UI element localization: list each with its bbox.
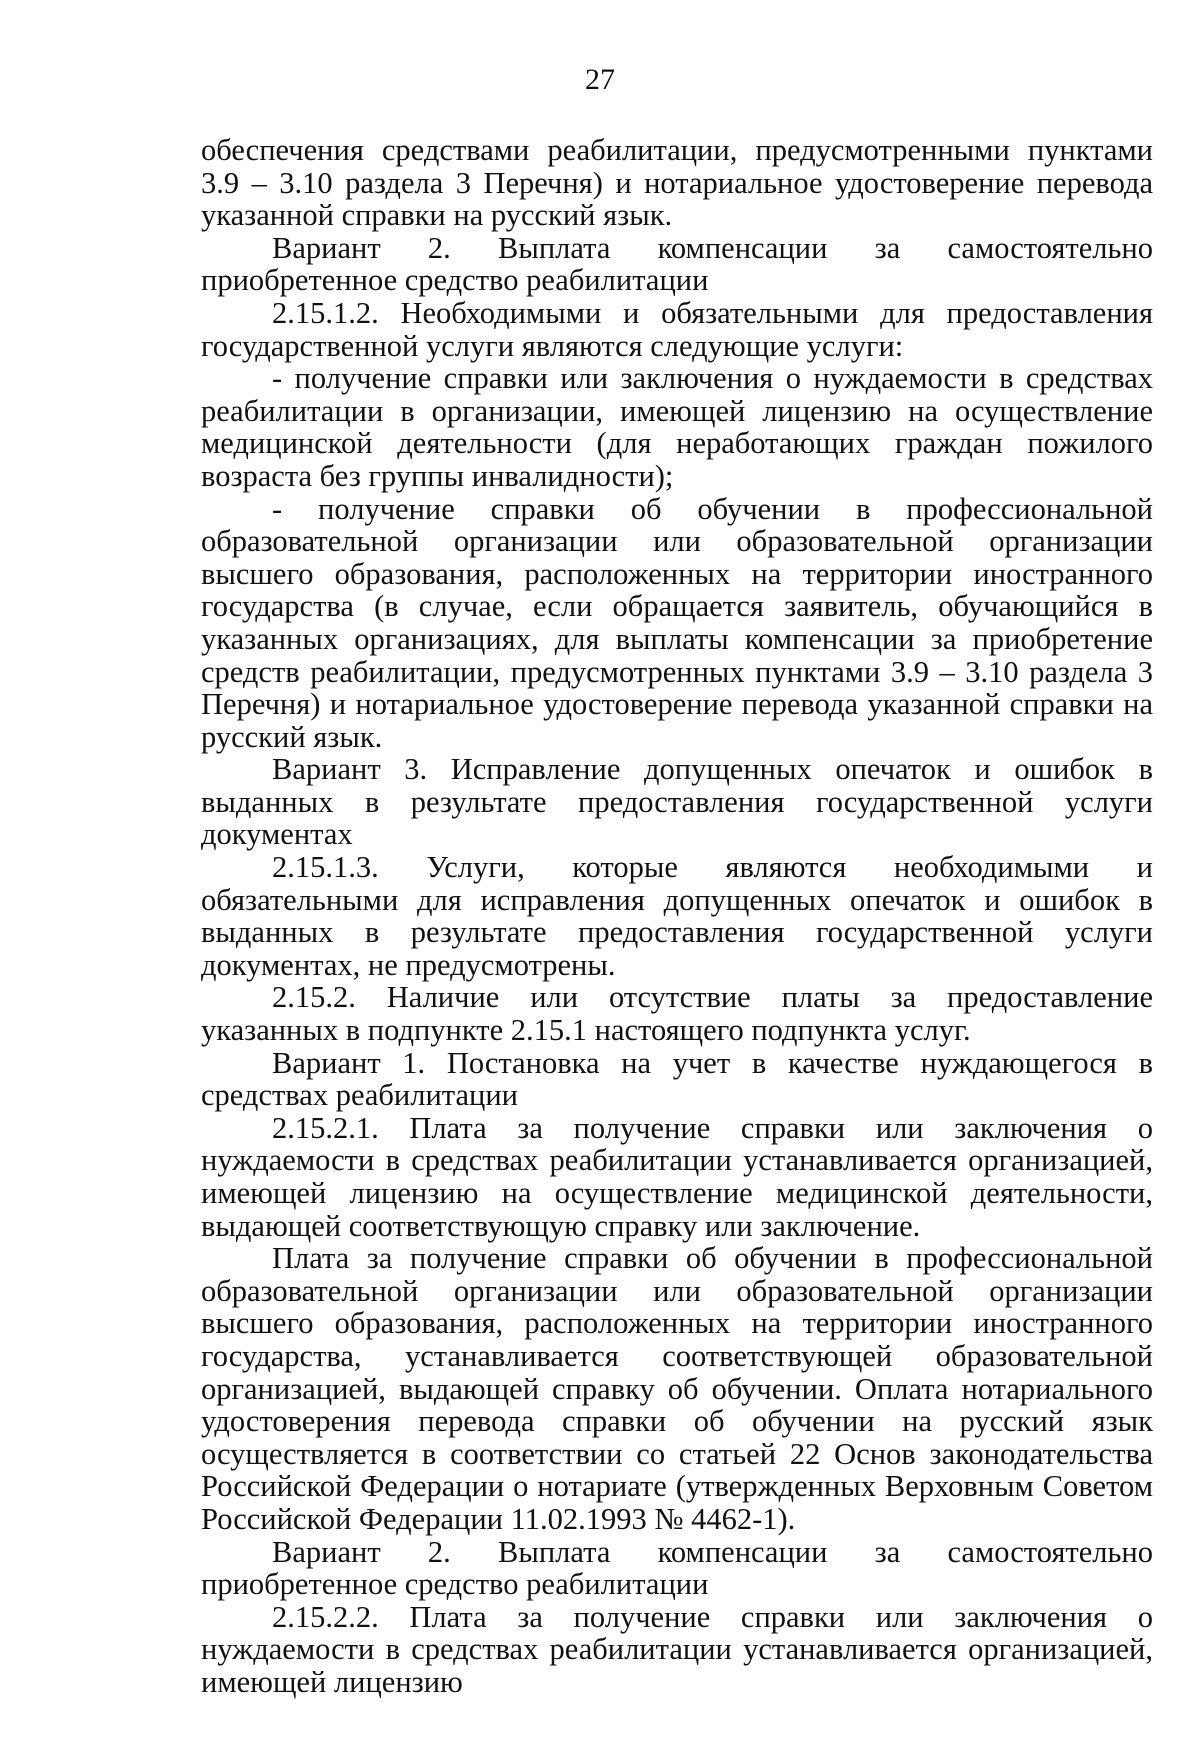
list-item-medical-certificate: - получение справки или заключения о нуждаемости в средствах реабилитации в организации, имеющей лицензию на осуществление медицинской деятельности (для неработающих граждан пожилого возраста без группы инвалидности); (201, 361, 1153, 493)
paragraph-2-15-2: 2.15.2. Наличие или отсутствие платы за предоставление указанных в подпункте 2.15.1 настоящего подпункта услуг. (201, 980, 1153, 1048)
paragraph-2-15-2-1: 2.15.2.1. Плата за получение справки или заключения о нуждаемости в средствах реабилитации устанавливается организацией, имеющей лицензию на осуществление медицинской деятельности, выдающей соответствующую справку или заключение. (201, 1110, 1153, 1243)
list-item-education-certificate: - получение справки об обучении в профессиональной образовательной организации или образовательной организации высшего образования, расположенных на территории иностранного государства (в случае, если обращается заявитель, обучающийся в указанных организациях, для выплаты компенсации за приобретение средств реабилитации, предусмотренных пунктами 3.9 – 3.10 раздела 3 Перечня) и нотариальное удостоверение перевода указанной справки на русский язык. (201, 491, 1153, 754)
paragraph-continuation: обеспечения средствами реабилитации, предусмотренными пунктами 3.9 – 3.10 раздела 3 Перечня) и нотариальное удостоверение перевода указанной справки на русский язык. (201, 133, 1153, 233)
paragraph-2-15-1-2: 2.15.1.2. Необходимыми и обязательными для предоставления государственной услуги являются следующие услуги: (201, 295, 1153, 363)
paragraph-variant-2-heading: Вариант 2. Выплата компенсации за самостоятельно приобретенное средство реабилитации (201, 230, 1153, 298)
document-body (201, 134, 1153, 1699)
paragraph-2-15-1-3: 2.15.1.3. Услуги, которые являются необходимыми и обязательными для исправления допущенных опечаток и ошибок в выданных в результате предоставления государственной услуги документах, не предусмотрены. (201, 850, 1153, 982)
page-number: 27 (585, 63, 615, 96)
paragraph-variant-1-heading: Вариант 1. Постановка на учет в качестве нуждающегося в средствах реабилитации (201, 1045, 1153, 1113)
paragraph-variant-2-heading-repeat: Вариант 2. Выплата компенсации за самостоятельно приобретенное средство реабилитации (201, 1534, 1153, 1602)
paragraph-education-fee: Плата за получение справки об обучении в профессиональной образовательной организации или образовательной организации высшего образования, расположенных на территории иностранного государства, устанавливается соответствующей образовательной организацией, выдающей справку об обучении. Оплата нотариального удостоверения перевода справки об обучении на русский язык осуществляется в соответствии со статьей 22 Основ законодательства Российской Федерации о нотариате (утвержденных Верховным Советом Российской Федерации 11.02.1993 № 4462-1). (201, 1241, 1153, 1536)
paragraph-variant-3-heading: Вариант 3. Исправление допущенных опечаток и ошибок в выданных в результате предоставления государственной услуги документах (201, 752, 1153, 852)
paragraph-2-15-2-2: 2.15.2.2. Плата за получение справки или заключения о нуждаемости в средствах реабилитации устанавливается организацией, имеющей лицензию (201, 1599, 1153, 1699)
